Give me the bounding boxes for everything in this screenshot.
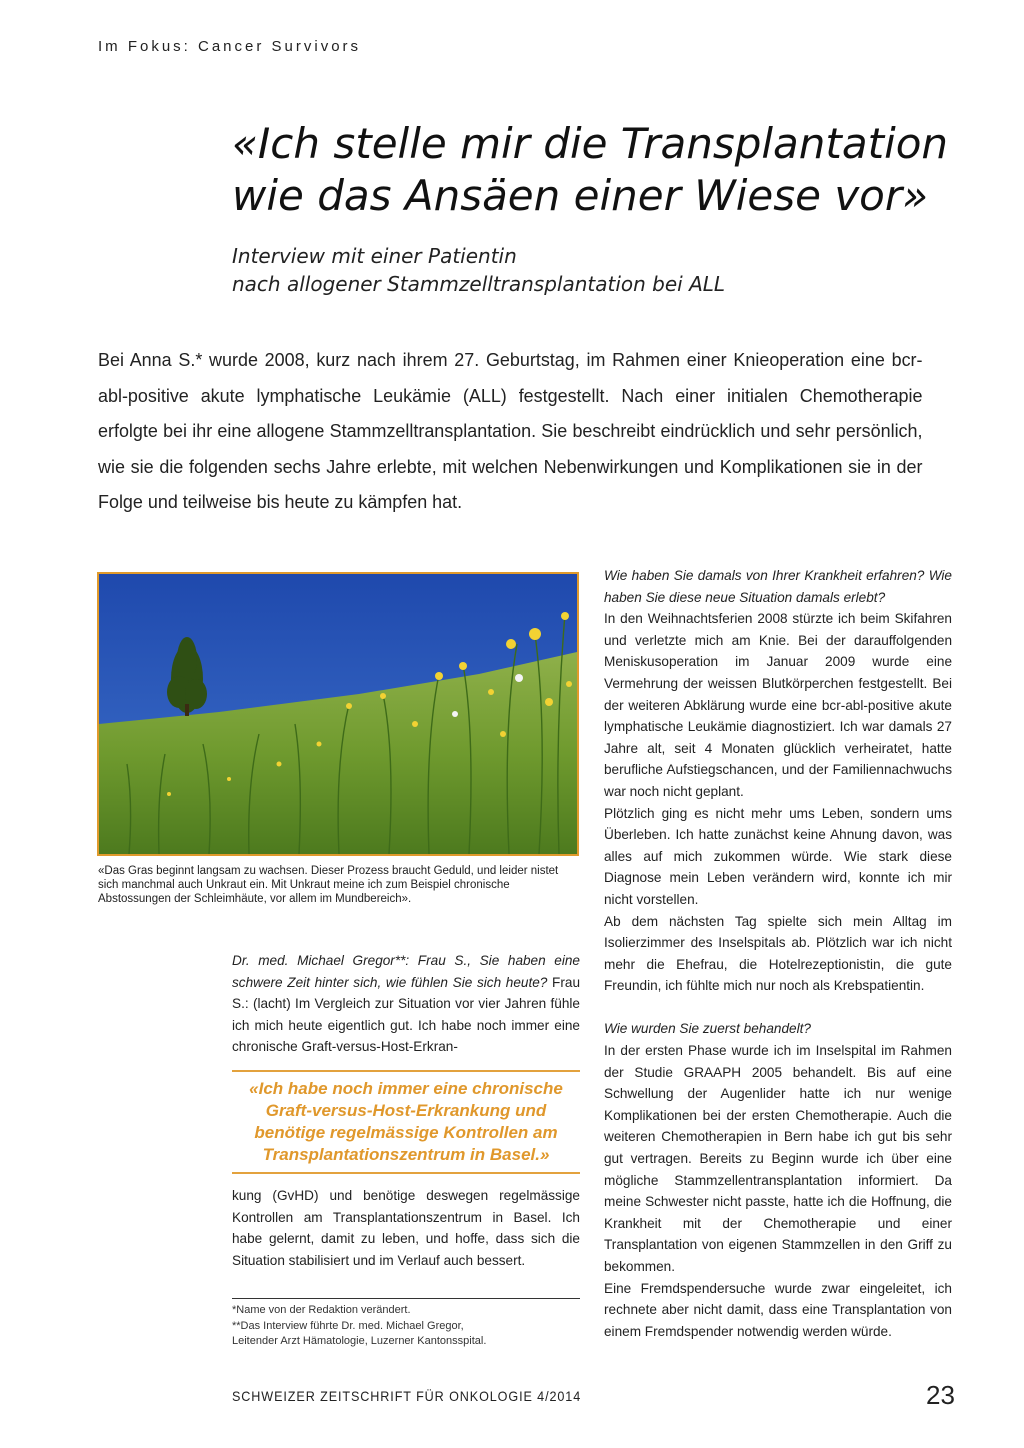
- footnote-3: Leitender Arzt Hämatologie, Luzerner Kantonsspital.: [232, 1335, 487, 1347]
- meadow-photo: [97, 572, 579, 856]
- answer-diagnosis-p2: Plötzlich ging es nicht mehr ums Leben, sondern ums Überleben. Ich hatte zunächst keine Ahnung davon, was alles auf mich zukommen würde. Wie stark diese Diagnose mein Leben verändern wird, konnte ich mir nicht vorstellen.: [604, 805, 952, 907]
- answer-treatment-p2: Eine Fremdspendersuche wurde zwar eingeleitet, ich rechnete aber nicht damit, dass eine Transplantation von einem Fremdspender notwendig werden würde.: [604, 1280, 952, 1339]
- footnote-1: *Name von der Redaktion verändert.: [232, 1304, 411, 1316]
- interview-column-middle-bottom: [232, 1185, 580, 1271]
- answer-how-are-you-part1: (lacht) Im Vergleich zur Situation vor vier Jahren fühle ich mich heute eigentlich gut. Ich habe noch immer eine chronische Graft-versus-Host-Erkran-: [232, 996, 580, 1055]
- article-subtitle: [232, 242, 932, 298]
- section-label: Im Fokus: Cancer Survivors: [98, 38, 362, 55]
- interview-column-middle-top: [232, 950, 580, 1058]
- answer-diagnosis-p3: Ab dem nächsten Tag spielte sich mein Alltag im Isolierzimmer des Inselspitals ab. Plötzlich war ich nicht mehr die Ehefrau, die Hotelrezeptionistin, die gute Freundin, ich fühlte mich nur noch als Krebspatientin.: [604, 913, 952, 994]
- question-diagnosis: Wie haben Sie damals von Ihrer Krankheit erfahren? Wie haben Sie diese neue Situation damals erlebt?: [604, 568, 952, 605]
- speaker-label: Frau S.:: [232, 974, 580, 1012]
- question-how-are-you: Dr. med. Michael Gregor**: Frau S., Sie haben eine schwere Zeit hinter sich, wie fühlen Sie sich heute?: [232, 953, 580, 990]
- lead-paragraph: Bei Anna S.* wurde 2008, kurz nach ihrem 27. Geburtstag, im Rahmen einer Knieoperation eine bcr-abl-positive akute lymphatische Leukämie (ALL) festgestellt. Nach einer initialen Chemotherapie erfolgte bei ihr eine allogene Stammzelltransplantation. Sie beschreibt eindrücklich und sehr persönlich, wie sie die folgenden sechs Jahre erlebte, mit welchen Nebenwirkungen und Komplikationen sie in der Folge und teilweise bis heute zu kämpfen hat.: [98, 349, 923, 512]
- article-subtitle-line-1: Interview mit einer Patientin: [232, 244, 517, 268]
- interview-column-right: [604, 565, 952, 1342]
- footnote-2: **Das Interview führte Dr. med. Michael Gregor,: [232, 1319, 464, 1332]
- article-subtitle-line-2: nach allogener Stammzelltransplantation bei ALL: [232, 272, 726, 296]
- answer-diagnosis-p1: In den Weihnachtsferien 2008 stürzte ich beim Skifahren und verletzte mich am Knie. Bei der darauffolgenden Meniskusoperation im Januar 2009 wurde eine Vermehrung der weissen Blutkörperchen festgestellt. Bei der weiteren Abklärung wurde eine bcr-abl-positive akute lymphatische Leukämie diagnostiziert. Ich war damals 27 Jahre alt, seit 4 Monaten glücklich verheiratet, hatte berufliche Aufstiegschancen, und der Familiennachwuchs war noch nicht geplant.: [604, 611, 952, 799]
- photo-caption: «Das Gras beginnt langsam zu wachsen. Dieser Prozess braucht Geduld, und leider nistet sich manchmal auch Unkraut ein. Mit Unkraut meine ich zum Beispiel chronische Abstossungen der Schleimhäute, vor allem im Mundbereich».: [98, 865, 559, 905]
- footnotes: [232, 1298, 580, 1350]
- article-title-line-1: «Ich stelle mir die Transplantation: [232, 119, 949, 168]
- journal-footer: SCHWEIZER ZEITSCHRIFT FÜR ONKOLOGIE 4/2014: [232, 1388, 582, 1404]
- answer-treatment-p1: In der ersten Phase wurde ich im Inselspital im Rahmen der Studie GRAAPH 2005 behandelt. Bis auf eine Schwellung der Augenlider hatte ich nur wenige Komplikationen bei der ersten Chemotherapie. Auch die weiteren Chemotherapien in Bern habe ich gut bis sehr gut vertragen. Bereits zu Beginn wurde ich über eine mögliche Stammzellentransplantation informiert. Da meine Schwester nicht passte, hatte ich die Hoffnung, die Krankheit mit der Chemotherapie und einer Transplantation von eigenen Stammzellen in den Griff zu bekommen.: [604, 1043, 952, 1274]
- article-title: [232, 118, 992, 222]
- answer-how-are-you-part2: kung (GvHD) und benötige deswegen regelmässige Kontrollen am Transplantationszentrum in Basel. Ich habe gelernt, damit zu leben, und hoffe, dass sich die Situation stabilisiert und im Verlauf auch bessert.: [232, 1188, 580, 1268]
- page-number: 23: [926, 1380, 955, 1410]
- pull-quote: «Ich habe noch immer eine chronische Graft-versus-Host-Erkrankung und benötige regelmässige Kontrollen am Transplantationszentrum in Basel.»: [232, 1070, 580, 1174]
- article-title-line-2: wie das Ansäen einer Wiese vor»: [232, 171, 929, 220]
- question-treatment: Wie wurden Sie zuerst behandelt?: [604, 1021, 811, 1037]
